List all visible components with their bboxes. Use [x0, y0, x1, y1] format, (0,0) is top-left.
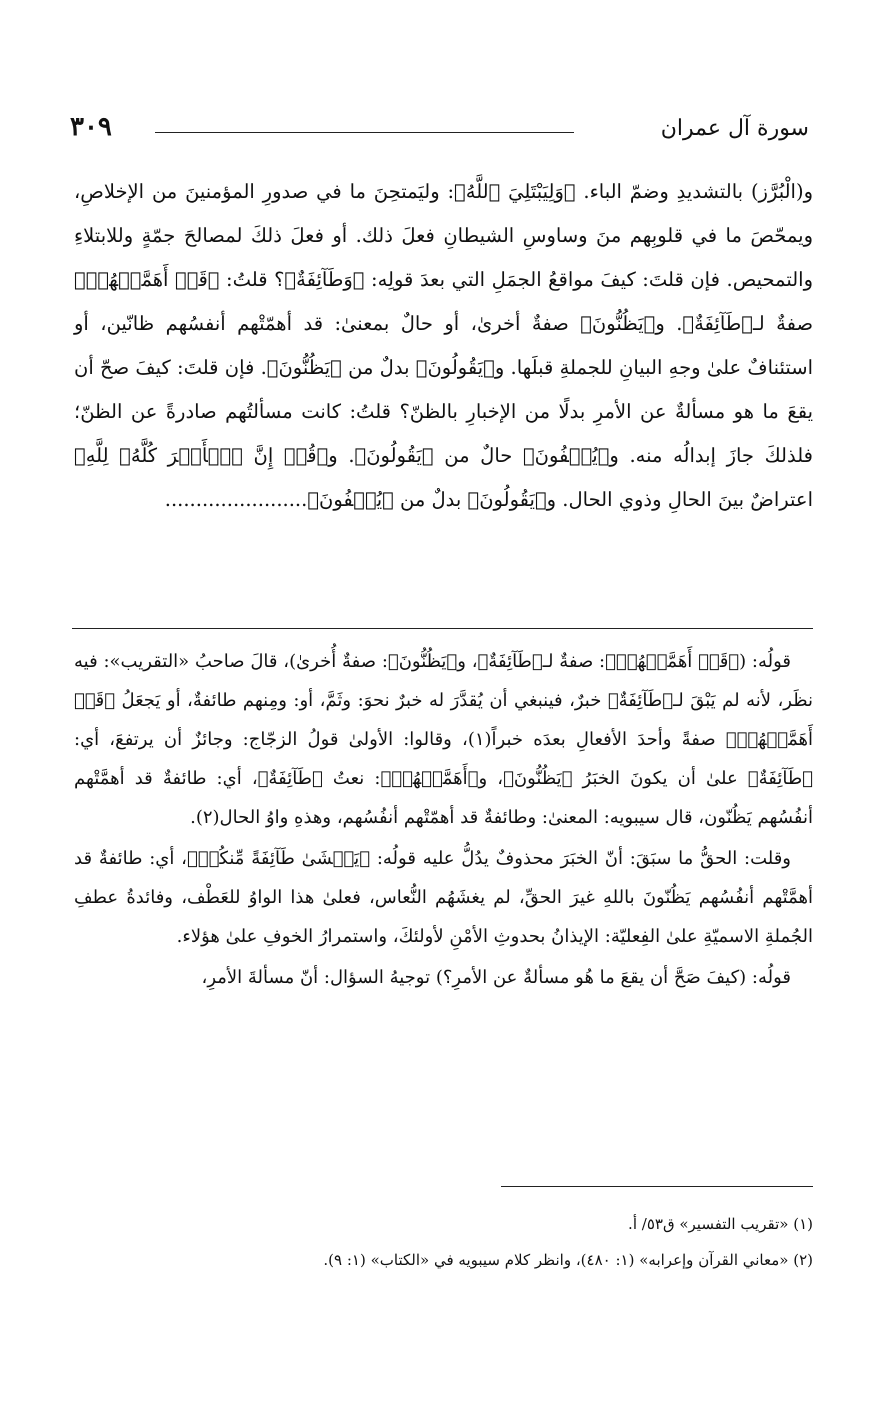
footnote-rule [501, 1186, 813, 1187]
commentary-paragraph: قولُه: (﴿قَدۡ أَهَمَّتۡهُمۡ﴾: صفةٌ لـ﴿طَآئِفَةٌ﴾، و﴿يَظُنُّونَ﴾: صفةٌ أُخرىٰ)، قالَ صاحبُ «التقريب»: فيه نظَر، لأنه لم يَبْقَ لـ﴿طَآئِفَةٌ﴾ خبرٌ، فينبغي أن يُقدَّرَ له خبرٌ نحوَ: وثَمَّ، أو: ومِنهم طائفةٌ، أو يَجعَلُ ﴿قَدۡ أَهَمَّتۡهُمۡ﴾ صفةً وأحدَ الأفعالِ بعدَه خبراً(١)، وقالوا: الأولىٰ قولُ الزجّاج: وجائزٌ أن يرتفعَ، أي: ﴿طَآئِفَةٌ﴾ علىٰ أن يكونَ الخبَرُ ﴿يَظُنُّونَ﴾، و﴿أَهَمَّتۡهُمۡ﴾: نعتُ ﴿طَآئِفَةٌ﴾، أي: طائفةٌ قد أهمَّتْهم أنفُسُهم يَظُنّون، قال سيبويه: المعنىٰ: وطائفةٌ قد أهمّتْهم أنفُسُهم، وهذهِ واوُ الحال(٢). [74, 651, 813, 828]
page-header [70, 112, 809, 152]
main-text: و(الْبُرَّز) بالتشديدِ وضمّ الباء. ﴿وَلِيَبْتَلِيَ ٱللَّهُ﴾: وليَمتحِنَ ما في صدورِ المؤمنينَ من الإخلاصِ، ويمحّصَ ما في قلوبِهم منَ وساوسِ الشيطانِ فعلَ ذلك. أو فعلَ ذلكَ لمصالحَ جمّةٍ وللابتلاءِ والتمحيص. فإن قلتَ: كيفَ مواقعُ الجمَلِ التي بعدَ قولِه: ﴿وَطَآئِفَةٌ﴾؟ قلتُ: ﴿قَدۡ أَهَمَّتۡهُمۡ﴾ صفةٌ لـ﴿طَآئِفَةٌ﴾. و﴿يَظُنُّونَ﴾ صفةٌ أخرىٰ، أو حالٌ بمعنىٰ: قد أهمّتْهم أنفسُهم ظانّين، أو استئنافٌ علىٰ وجهِ البيانِ للجملةِ قبلَها. و﴿يَقُولُونَ﴾ بدلٌ من ﴿يَظُنُّونَ﴾. فإن قلتَ: كيفَ صحّ أن يقعَ ما هو مسألةٌ عن الأمرِ بدلًا من الإخبارِ بالظنّ؟ قلتُ: كانت مسألتُهم صادرةً عن الظنّ؛ فلذلكَ جازَ إبدالُه منه. و﴿يُخۡفُونَ﴾ حالٌ من ﴿يَقُولُونَ﴾. و﴿قُلۡ إِنَّ ٱلۡأَمۡرَ كُلَّهُۥ لِلَّهِ﴾ اعتراضٌ بينَ الحالِ وذوي الحال. و﴿يَقُولُونَ﴾ بدلٌ من ﴿يُخۡفُونَ﴾....................... [74, 180, 813, 511]
commentary-section [74, 642, 813, 999]
section-separator [72, 628, 813, 629]
surah-title: سورة آل عمران [660, 116, 809, 141]
commentary-paragraph: وقلت: الحقُّ ما سبَقَ: أنّ الخبَرَ محذوفٌ يدُلُّ عليه قولُه: ﴿يَغۡشَىٰ طَآئِفَةً مِّنكُمۡ﴾، أي: طائفةٌ قد أهمَّتْهم أنفُسُهم يَظُنّونَ باللهِ غيرَ الحقِّ، لم يغشَهُم النُّعاس، فعلىٰ هذا الواوُ للعَطْف، وفائدةُ عطفِ الجُملةِ الاسميّةِ علىٰ الفِعليّة: الإيذانُ بحدوثِ الأمْنِ لأولئكَ، واستمرارُ الخوفِ علىٰ هؤلاء. [74, 848, 813, 947]
footnote: (٢) «معاني القرآن وإعرابه» (١: ٤٨٠)، وانظر كلام سيبويه في «الكتاب» (١: ٩). [323, 1251, 813, 1269]
header-rule [155, 132, 574, 133]
footnote: (١) «تقريب التفسير» ق٥٣/ أ. [628, 1215, 813, 1233]
page-number: ٣٠٩ [70, 112, 112, 142]
commentary-paragraph: قولُه: (كيفَ صَحَّ أن يقعَ ما هُو مسألةٌ عن الأمرِ؟) توجيهُ السؤال: أنّ مسألةَ الأمرِ، [201, 967, 791, 988]
footnotes [74, 1206, 813, 1278]
